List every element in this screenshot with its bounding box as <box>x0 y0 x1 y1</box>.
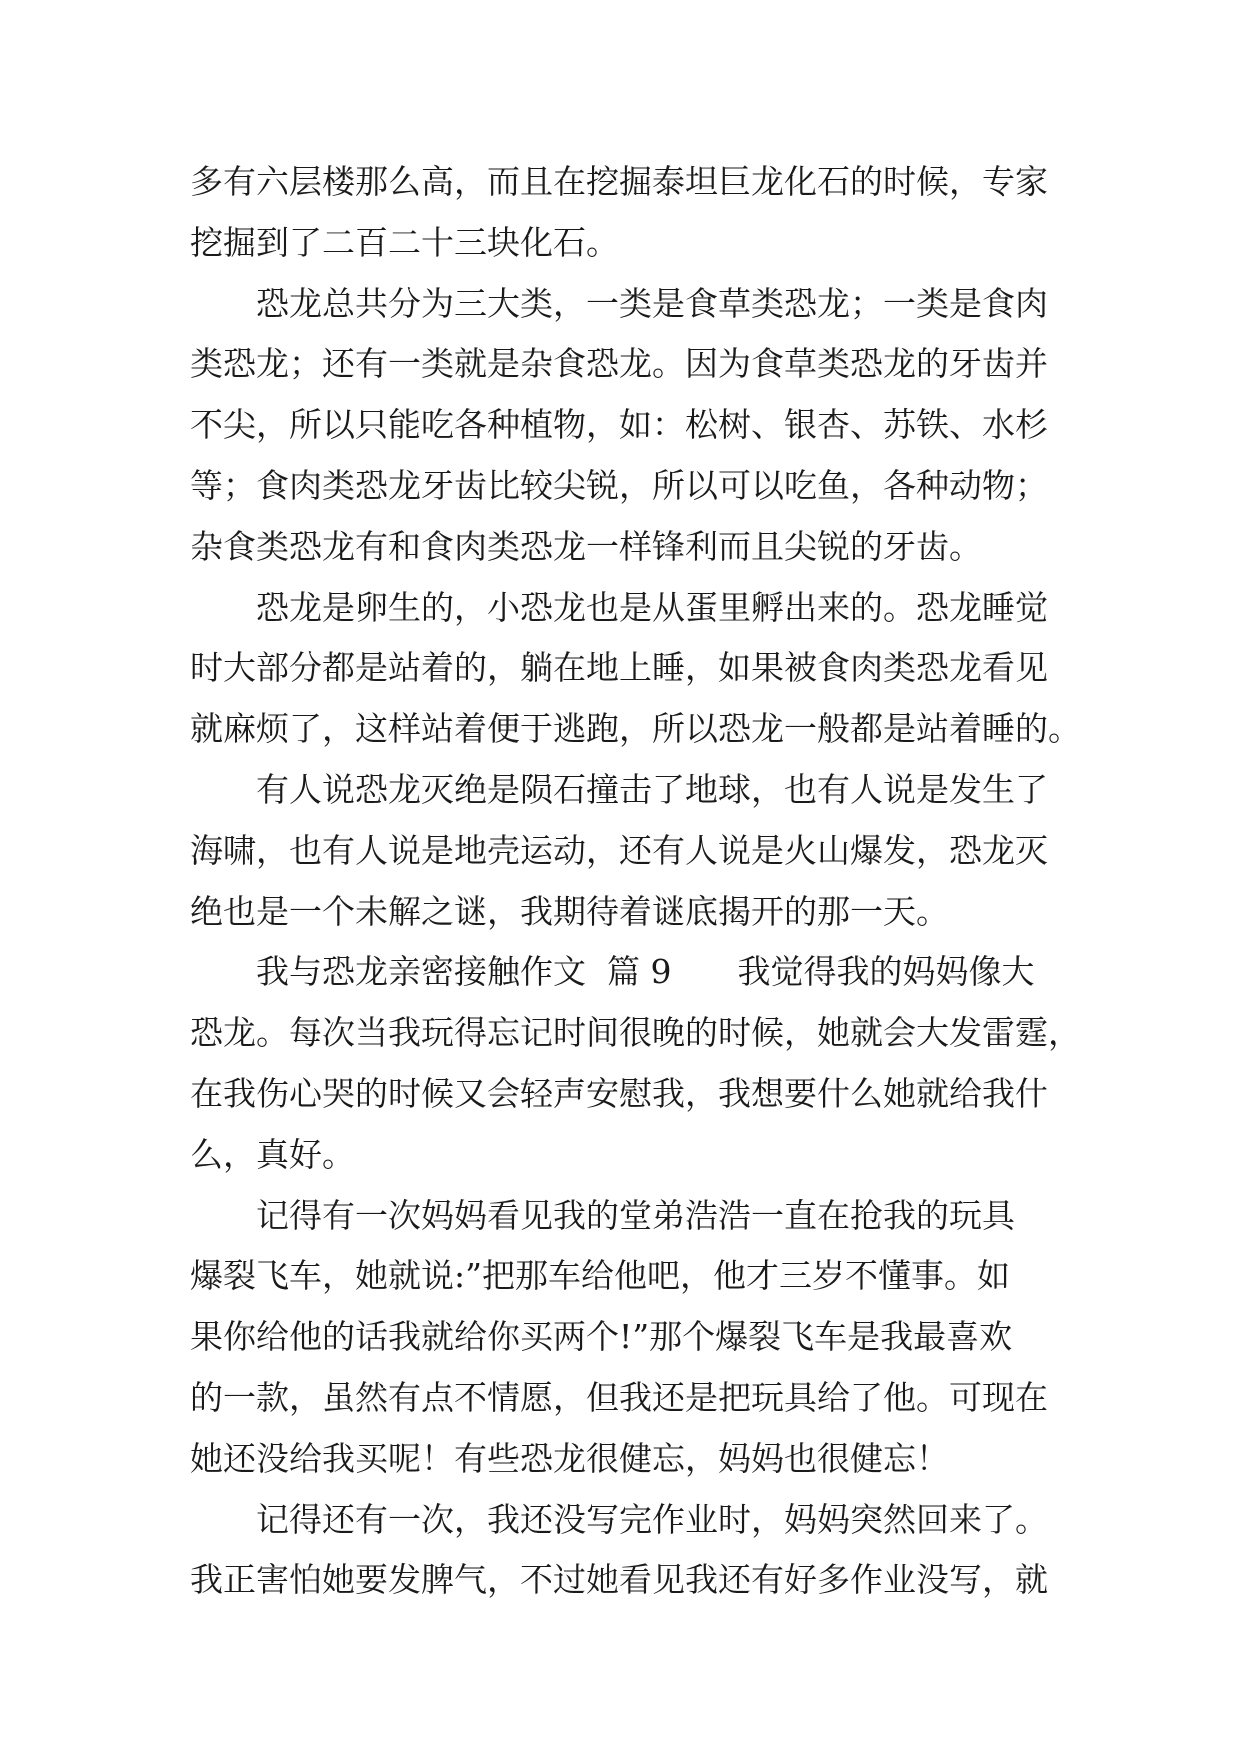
text-line: 等；食肉类恐龙牙齿比较尖锐，所以可以吃鱼，各种动物； <box>190 465 1048 505</box>
text-line: 海啸，也有人说是地壳运动，还有人说是火山爆发，恐龙灭 <box>190 830 1048 870</box>
text-line: 爆裂飞车，她就说:”把那车给他吧，他才三岁不懂事。如 <box>190 1256 1010 1296</box>
text-line: 恐龙总共分为三大类，一类是食草类恐龙；一类是食肉 <box>190 283 1048 323</box>
text-line: 果你给他的话我就给你买两个!”那个爆裂飞车是我最喜欢 <box>190 1317 1013 1357</box>
text-line: 她还没给我买呢！有些恐龙很健忘，妈妈也很健忘！ <box>190 1438 949 1478</box>
text-line: 的一款，虽然有点不情愿，但我还是把玩具给了他。可现在 <box>190 1377 1048 1417</box>
text-line: 类恐龙；还有一类就是杂食恐龙。因为食草类恐龙的牙齿并 <box>190 344 1048 384</box>
document-body <box>190 152 1081 1611</box>
text-line: 不尖，所以只能吃各种植物，如：松树、银杏、苏铁、水杉 <box>190 405 1048 445</box>
text-line: 时大部分都是站着的，躺在地上睡，如果被食肉类恐龙看见 <box>190 648 1048 688</box>
text-line: 恐龙是卵生的，小恐龙也是从蛋里孵出来的。恐龙睡觉 <box>190 587 1048 627</box>
text-line: 么，真好。 <box>190 1134 355 1174</box>
text-line: 多有六层楼那么高，而且在挖掘泰坦巨龙化石的时候，专家 <box>190 162 1048 201</box>
text-line: 绝也是一个未解之谜，我期待着谜底揭开的那一天。 <box>190 891 949 931</box>
text-line: 有人说恐龙灭绝是陨石撞击了地球，也有人说是发生了 <box>190 769 1048 809</box>
text-line: 挖掘到了二百二十三块化石。 <box>190 222 619 262</box>
text-line: 就麻烦了，这样站着便于逃跑，所以恐龙一般都是站着睡的。 <box>190 709 1081 749</box>
text-line: 恐龙。每次当我玩得忘记时间很晚的时候，她就会大发雷霆， <box>190 1013 1081 1053</box>
text-line: 在我伤心哭的时候又会轻声安慰我，我想要什么她就给我什 <box>190 1073 1048 1113</box>
text-line: 记得还有一次，我还没写完作业时，妈妈突然回来了。 <box>190 1499 1048 1539</box>
section-heading-line: 我与恐龙亲密接触作文 篇 9 我觉得我的妈妈像大 <box>190 952 1035 992</box>
text-line: 我正害怕她要发脾气，不过她看见我还有好多作业没写，就 <box>190 1560 1048 1600</box>
text-line: 杂食类恐龙有和食肉类恐龙一样锋利而且尖锐的牙齿。 <box>190 526 982 566</box>
text-line: 记得有一次妈妈看见我的堂弟浩浩一直在抢我的玩具 <box>190 1195 1015 1235</box>
